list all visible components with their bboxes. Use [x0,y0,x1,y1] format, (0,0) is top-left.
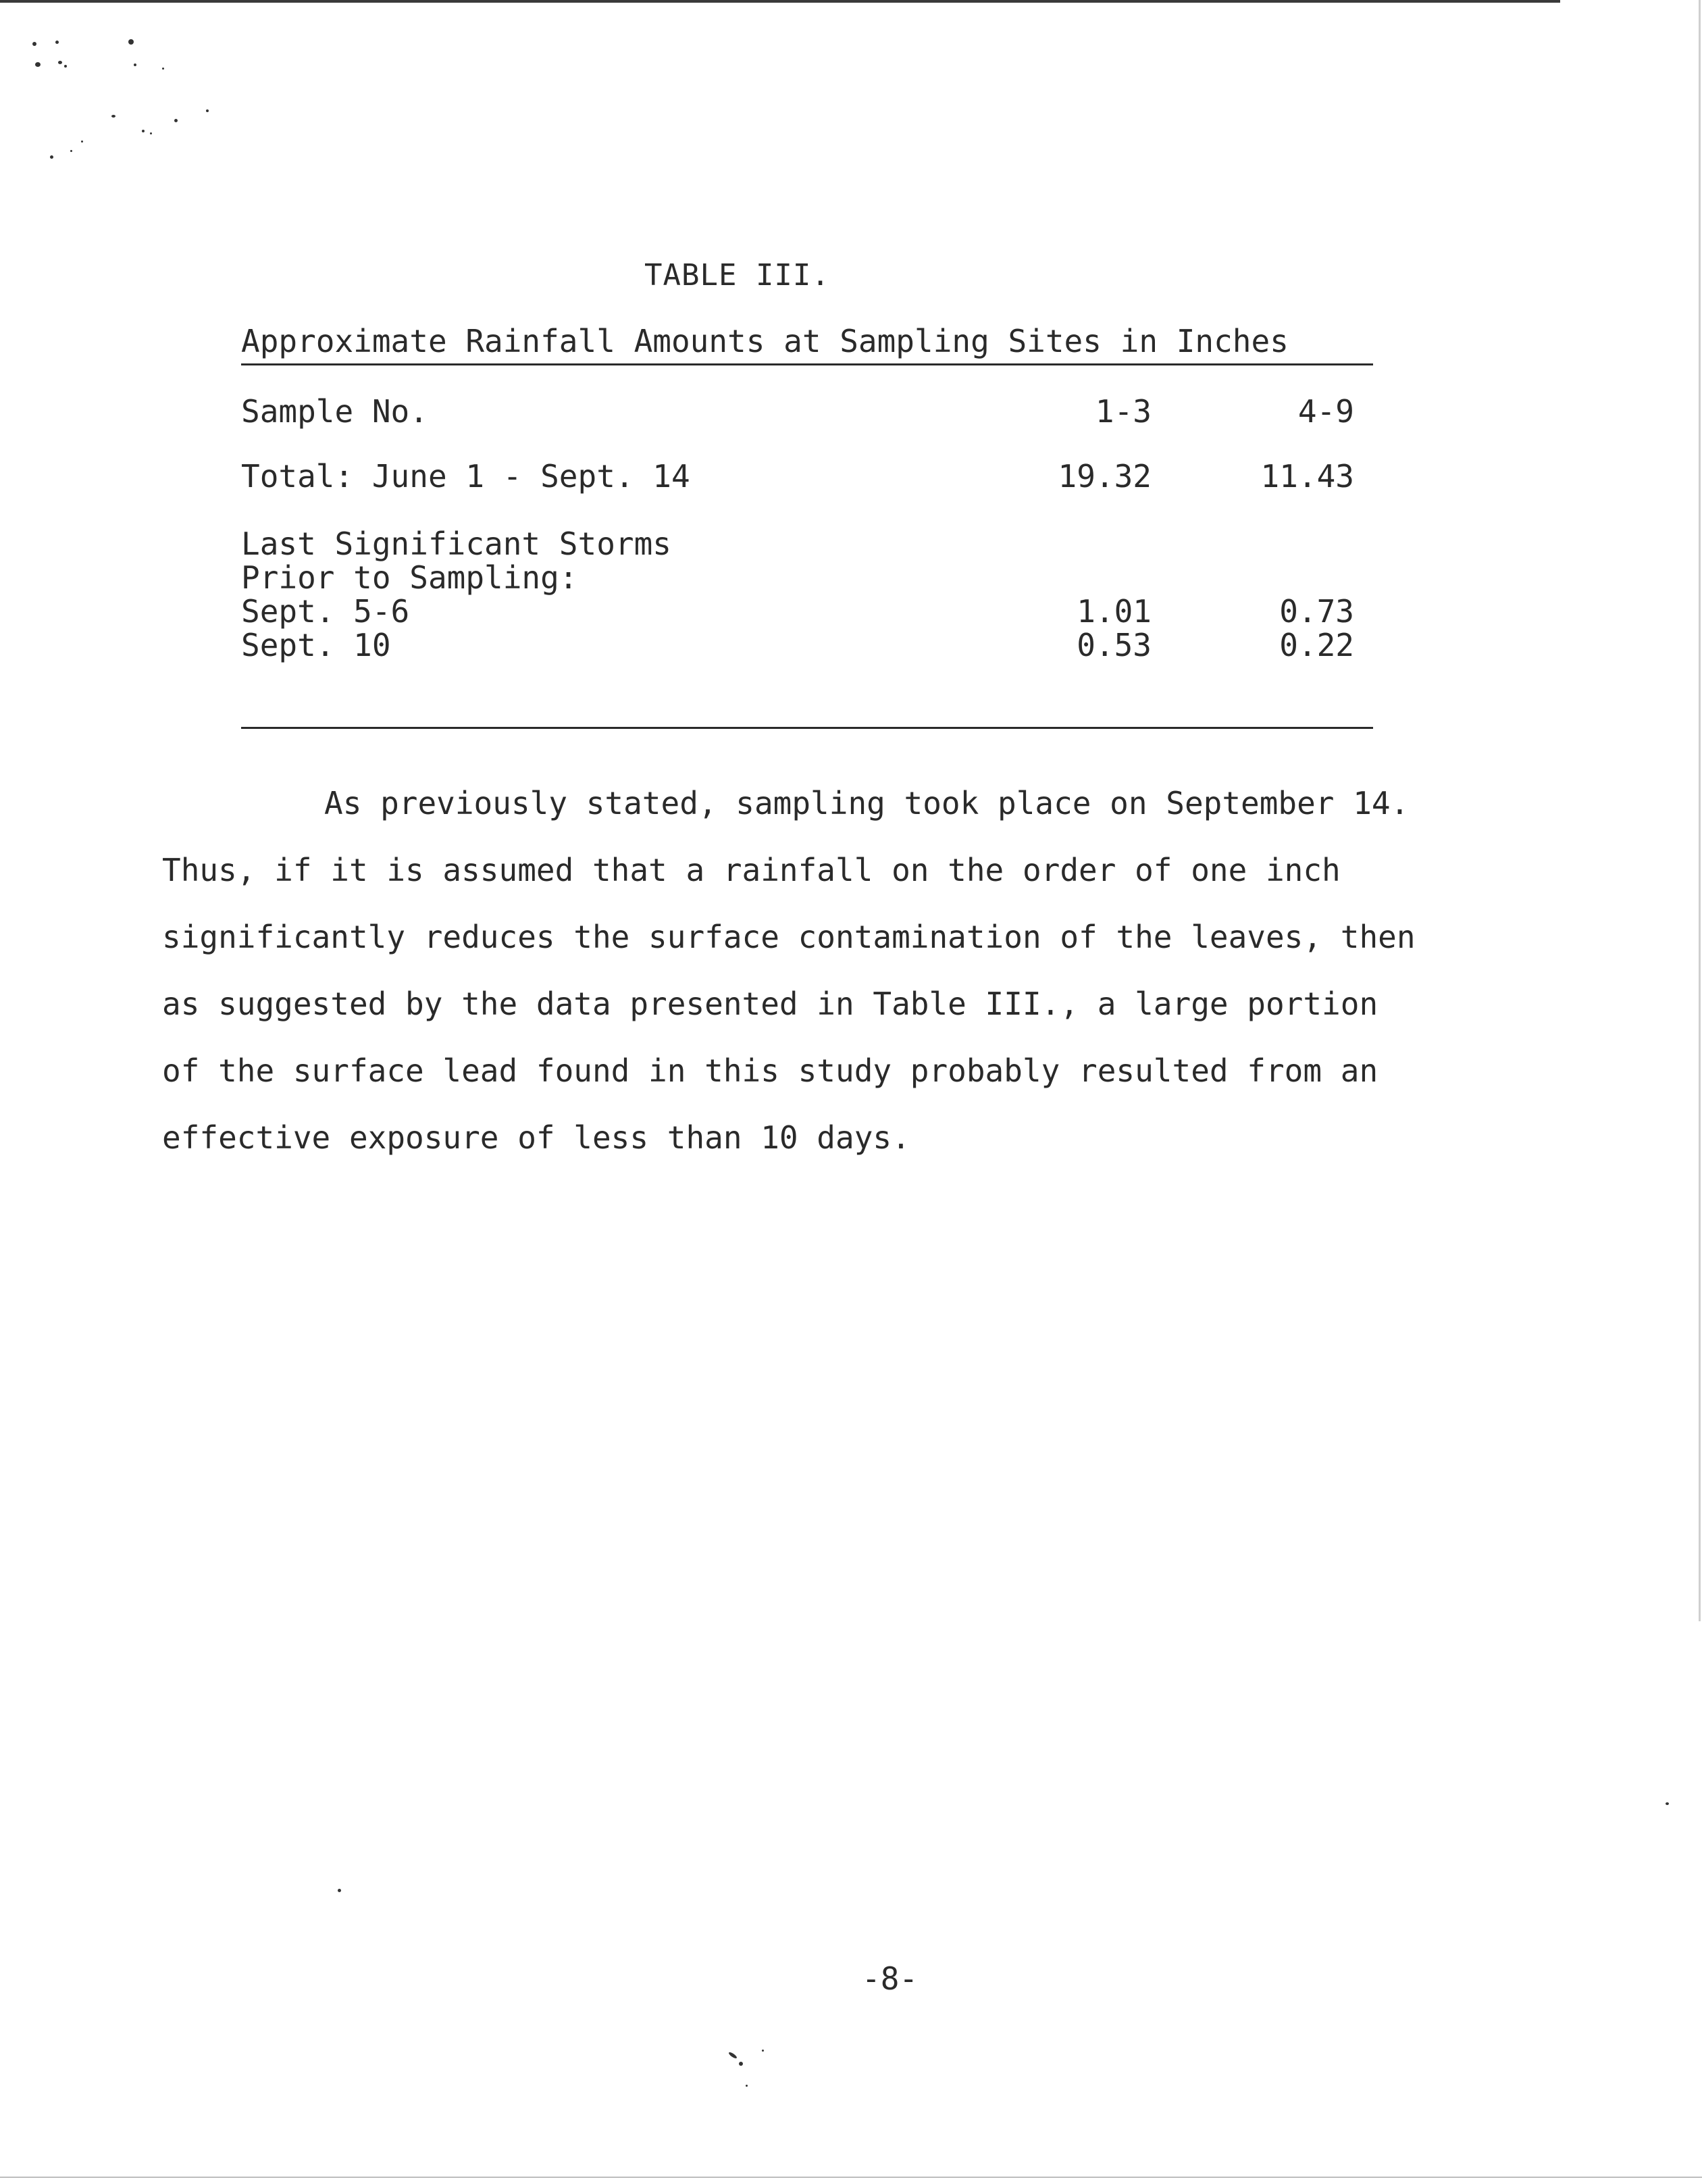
scan-bottom-edge [0,2177,1702,2178]
row-label: Total: June 1 - Sept. 14 [241,458,690,494]
body-paragraph [162,770,1580,1171]
paragraph-line: of the surface lead found in this study probably resulted from an [162,1052,1378,1089]
scan-right-edge [1699,0,1701,1621]
paragraph-line: Thus, if it is assumed that a rainfall on the order of one inch [162,852,1341,888]
cell-value: 1-3 [1095,393,1152,430]
paragraph-line: as suggested by the data presented in Table III., a large portion [162,986,1378,1022]
row-label: Sample No. [241,393,428,430]
paragraph-line: effective exposure of less than 10 days. [162,1119,910,1156]
row-label: Sept. 10 [241,627,391,663]
table-caption: Approximate Rainfall Amounts at Sampling Sites in Inches [241,323,1373,365]
row-label: Sept. 5-6 [241,593,410,630]
storms-heading: Last Significant Storms [241,526,671,562]
table-title: TABLE III. [644,258,830,293]
cell-value: 1.01 [1077,593,1152,630]
paragraph-line: significantly reduces the surface contamination of the leaves, then [162,919,1416,955]
cell-value: 4-9 [1297,393,1354,430]
cell-value: 0.73 [1279,593,1354,630]
paragraph-line: As previously stated, sampling took place on September 14. [324,785,1410,821]
cell-value: 11.43 [1260,458,1354,494]
page-number: -8- [862,1960,919,1997]
cell-value: 19.32 [1058,458,1152,494]
cell-value: 0.22 [1279,627,1354,663]
storms-heading: Prior to Sampling: [241,559,578,596]
cell-value: 0.53 [1077,627,1152,663]
scan-top-edge [0,0,1560,3]
table-bottom-rule [241,727,1373,729]
